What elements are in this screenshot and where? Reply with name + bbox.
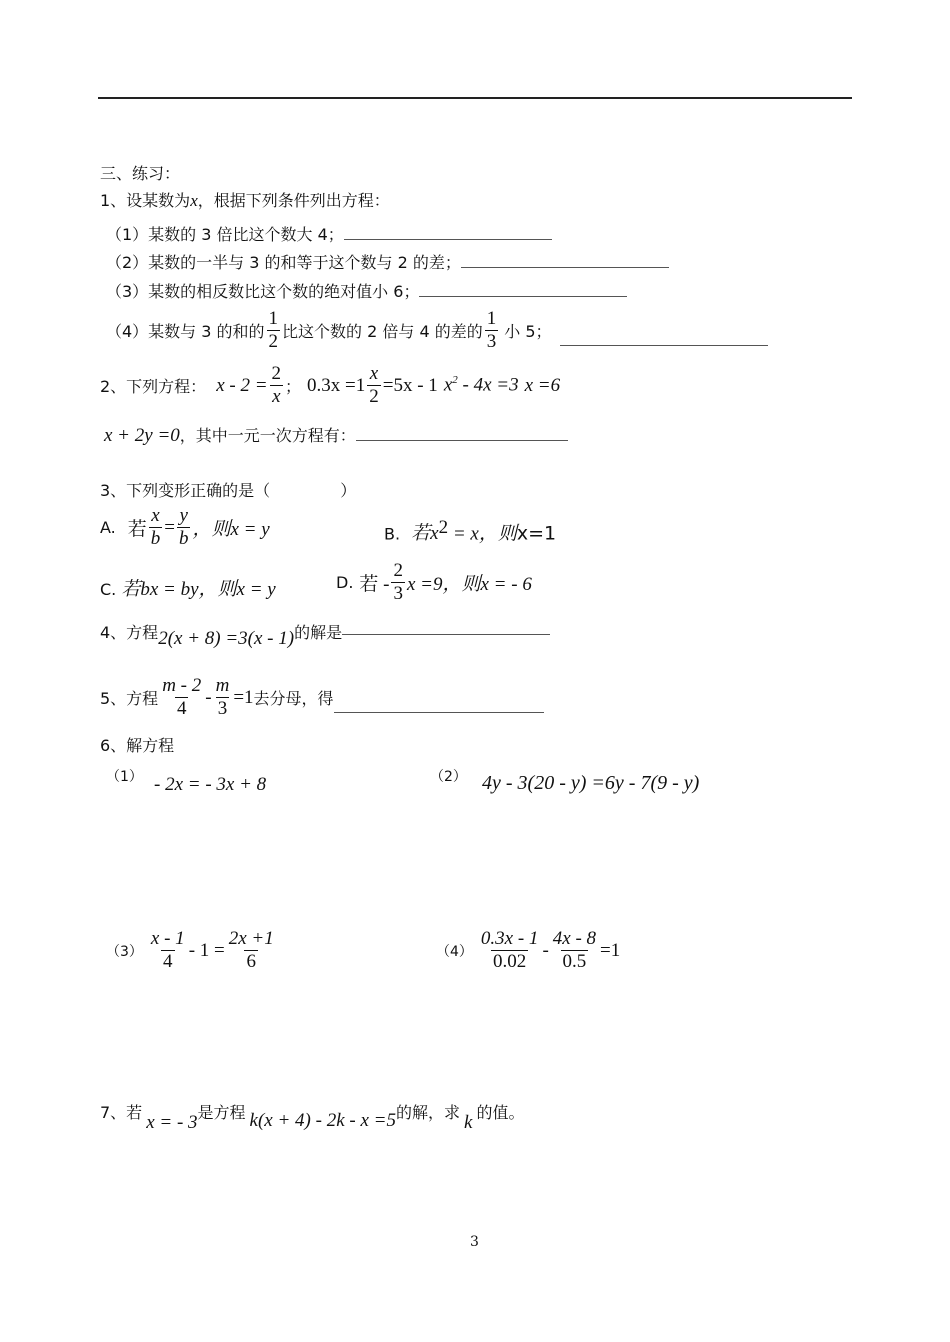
option-b-text-c: x=1 — [516, 522, 557, 545]
option-d-label: D. — [336, 573, 354, 592]
fraction-denominator: 0.5 — [562, 951, 587, 972]
q3-close-paren: ） — [340, 481, 357, 500]
q2-equation-6: x + 2y =0 — [104, 425, 180, 446]
q6-part-1-label: （1） — [106, 769, 143, 785]
q1-intro-text: 1、设某数为 — [100, 191, 191, 210]
fraction-one-half — [267, 308, 281, 353]
q5-minus: - — [205, 686, 212, 708]
q6-part-4 — [436, 928, 620, 973]
q2-eq4-base: x — [443, 374, 453, 396]
q1-item-2 — [106, 250, 669, 273]
fraction-denominator: 6 — [246, 951, 256, 972]
fraction-numerator: m — [215, 675, 230, 696]
question-6-label: 6、解方程 — [100, 736, 175, 755]
option-a-conclusion: ，则x = y — [192, 519, 270, 540]
q3-label: 3、下列变形正确的是（ — [100, 481, 271, 500]
q2-equation-5: x =6 — [524, 374, 561, 396]
q3-option-d — [336, 560, 532, 605]
q6-part-3 — [106, 928, 278, 973]
q1-item-4-text-c: 小 5； — [504, 322, 552, 341]
q1-item-4-text-b: 比这个数的 2 倍与 4 的差的 — [282, 322, 483, 341]
answer-blank[interactable] — [560, 331, 768, 346]
q3-option-b — [384, 517, 556, 545]
q7-equation: k(x + 4) - 2k - x =5 — [249, 1110, 396, 1131]
q2-equation-3: =5x - 1 — [382, 374, 438, 396]
fraction-denominator: 4 — [176, 698, 187, 719]
option-b-text-a: 若x — [411, 523, 439, 545]
q6-part-4-fraction-2 — [551, 928, 598, 973]
q6-part-2 — [430, 766, 699, 795]
q5-tail: 去分母，得 — [253, 689, 334, 708]
fraction-denominator: 0.02 — [493, 951, 527, 972]
fraction-denominator: 3 — [393, 583, 403, 604]
q5-fraction-1 — [160, 675, 203, 720]
q1-item-1-text: （1）某数的 3 倍比这个数大 4； — [106, 225, 344, 244]
q7-condition: x = - 3 — [146, 1112, 198, 1133]
fraction-numerator: 1 — [486, 308, 497, 329]
option-a-label: A. — [100, 518, 116, 537]
q2-label: 2、下列方程： — [100, 377, 207, 396]
q1-item-2-text: （2）某数的一半与 3 的和等于这个数与 2 的差； — [106, 253, 461, 272]
q2-eq4-rest: - 4x =3 — [457, 374, 519, 396]
option-d-fraction — [391, 560, 405, 605]
fraction-numerator: 2 — [271, 363, 282, 384]
q2-fraction-1 — [270, 363, 284, 408]
question-5 — [100, 675, 544, 720]
q7-variable: k — [464, 1112, 473, 1133]
answer-blank[interactable] — [334, 698, 544, 713]
fraction-numerator: 2 — [393, 560, 403, 581]
q3-option-a — [100, 505, 270, 550]
option-d-ruo: 若 - — [359, 574, 390, 595]
q6-part-3-fraction-2 — [227, 928, 276, 973]
q5-label: 5、方程 — [100, 689, 159, 708]
q2-equation-1: x - 2 = — [216, 374, 268, 396]
q7-label: 7、若 — [100, 1103, 143, 1122]
q2-equation-2: 0.3x =1 — [307, 374, 366, 396]
section-title: 三、练习： — [100, 164, 181, 183]
q7-middle: 是方程 — [197, 1103, 246, 1122]
q1-intro-text-2: ，根据下列条件列出方程： — [197, 191, 390, 210]
q2-fraction-2 — [367, 363, 381, 408]
option-c-label: C. — [100, 580, 117, 599]
question-1-intro — [100, 188, 390, 211]
q4-tail: 的解是 — [294, 623, 343, 642]
question-7 — [100, 1100, 524, 1134]
q5-fraction-2 — [214, 675, 232, 720]
fraction-numerator: 0.3x - 1 — [480, 928, 539, 949]
q2-line-2 — [104, 423, 568, 447]
q6-part-1-equation: - 2x = - 3x + 8 — [154, 774, 267, 795]
fraction-numerator: 1 — [268, 308, 279, 329]
answer-blank[interactable] — [356, 426, 568, 441]
q2-tail: ，其中一元一次方程有： — [179, 426, 356, 445]
q1-variable: x — [190, 191, 198, 210]
answer-blank[interactable] — [342, 620, 550, 635]
q1-item-3-text: （3）某数的相反数比这个数的绝对值小 6； — [106, 282, 420, 301]
q2-separator: ； — [285, 377, 302, 396]
q1-item-3 — [106, 279, 627, 302]
option-b-text-b: = x，则 — [448, 523, 517, 545]
answer-blank[interactable] — [419, 282, 627, 297]
fraction-denominator: 3 — [486, 331, 497, 352]
fraction-denominator: 2 — [268, 331, 279, 352]
q3-option-c — [100, 574, 276, 601]
q6-part-4-rest: =1 — [600, 939, 621, 961]
option-a-equals: = — [164, 516, 175, 538]
q6-part-4-minus: - — [542, 939, 549, 961]
fraction-denominator: 2 — [369, 386, 379, 407]
page-number: 3 — [470, 1234, 479, 1250]
q7-tail-b: 的值。 — [476, 1103, 525, 1122]
fraction-numerator: x — [151, 505, 160, 526]
q1-item-4-text-a: （4）某数与 3 的和的 — [106, 322, 265, 341]
option-b-exponent: 2 — [438, 517, 449, 538]
option-d-rest: x =9，则x = - 6 — [406, 574, 532, 595]
fraction-denominator: b — [150, 528, 161, 549]
q2-equation-4 — [444, 374, 519, 396]
q6-part-2-label: （2） — [430, 769, 467, 785]
q6-part-1 — [106, 766, 266, 796]
fraction-numerator: m - 2 — [162, 675, 202, 696]
q2-eq4-exponent: 2 — [452, 374, 458, 387]
q5-rest: =1 — [233, 686, 254, 708]
option-c-text: 若bx = by，则x = y — [121, 579, 276, 600]
fraction-numerator: 4x - 8 — [552, 928, 597, 949]
q4-equation: 2(x + 8) =3(x - 1) — [158, 628, 295, 649]
fraction-one-third — [485, 308, 499, 353]
fraction-numerator: 2x +1 — [228, 928, 274, 949]
q4-label: 4、方程 — [100, 623, 159, 642]
q1-item-4 — [106, 308, 768, 353]
fraction-numerator: x — [369, 363, 379, 384]
fraction-denominator: x — [272, 386, 281, 407]
option-a-ruo: 若 — [127, 519, 147, 540]
q6-part-3-label: （3） — [106, 943, 143, 960]
question-4 — [100, 620, 550, 650]
option-a-fraction-1 — [149, 505, 163, 550]
fraction-denominator: 3 — [217, 698, 228, 719]
header-rule — [98, 97, 852, 99]
answer-blank[interactable] — [461, 253, 669, 268]
q6-part-3-fraction-1 — [149, 928, 187, 973]
question-2 — [100, 363, 560, 408]
q6-part-4-fraction-1 — [479, 928, 541, 973]
fraction-denominator: b — [178, 528, 189, 549]
question-3 — [100, 478, 356, 501]
answer-blank[interactable] — [344, 225, 552, 240]
fraction-numerator: x - 1 — [150, 928, 185, 949]
q6-part-4-label: （4） — [436, 943, 473, 960]
q7-tail-a: 的解，求 — [395, 1103, 460, 1122]
fraction-denominator: 4 — [163, 951, 173, 972]
q6-part-3-middle: - 1 = — [188, 939, 225, 961]
q1-item-1 — [106, 222, 552, 245]
fraction-numerator: y — [179, 505, 188, 526]
option-a-fraction-2 — [177, 505, 191, 550]
q6-part-2-equation: 4y - 3(20 - y) =6y - 7(9 - y) — [482, 772, 700, 794]
option-b-label: B. — [384, 524, 401, 544]
